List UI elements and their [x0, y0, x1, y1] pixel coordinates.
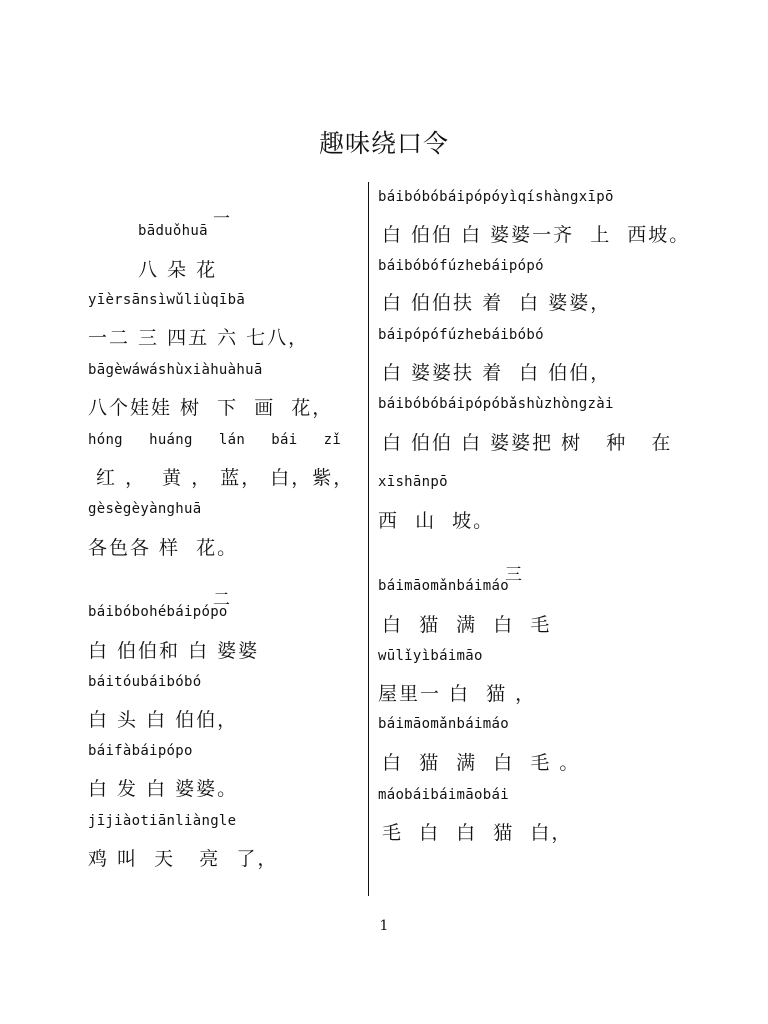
pinyin-line: báipópófúzhebáibóbó — [378, 327, 544, 343]
hanzi-line: 白 猫 满 白 毛 。 — [382, 752, 581, 774]
hanzi-line: 鸡 叫 天 亮 了， — [88, 848, 279, 870]
pinyin-line: yīèrsānsìwǔliùqībā — [88, 292, 246, 308]
hanzi-line: 白 伯伯 白 婆婆把 树 种 在 — [382, 432, 673, 454]
pinyin-line: báibóbóbáipópóbǎshùzhòngzài — [378, 396, 614, 412]
hanzi-line: 各色各 样 花。 — [88, 537, 239, 559]
hanzi-line: 白 伯伯 白 婆婆一齐 上 西坡。 — [382, 224, 691, 246]
hanzi-line: 八个娃娃 树 下 画 花， — [88, 397, 334, 419]
pinyin-line: hóng huáng lán bái zǐ — [88, 432, 342, 448]
pinyin-line: xīshānpō — [378, 474, 448, 490]
hanzi-line: 西 山 坡。 — [378, 510, 495, 532]
hanzi-line: 一二 三 四五 六 七八， — [88, 327, 310, 349]
pinyin-line: báitóubáibóbó — [88, 674, 202, 690]
pinyin-line: gèsègèyànghuā — [88, 501, 202, 517]
hanzi-line: 毛 白 白 猫 白， — [382, 822, 573, 844]
hanzi-line: 白 头 白 伯伯， — [88, 709, 239, 731]
hanzi-line: 八 朵 花 — [138, 259, 218, 281]
pinyin-line: báifàbáipópo — [88, 743, 193, 759]
column-divider — [368, 182, 369, 896]
pinyin-line: báibóbóbáipópóyìqíshàngxīpō — [378, 189, 614, 205]
pinyin-line: máobáibáimāobái — [378, 787, 509, 803]
pinyin-line: wūlǐyìbáimāo — [378, 648, 483, 664]
page-number: 1 — [379, 918, 389, 934]
section-number: 一 — [213, 209, 230, 229]
hanzi-line: 红 ， 黄 ， 蓝， 白，紫， — [88, 467, 355, 489]
section-number: 二 — [213, 590, 230, 610]
hanzi-line: 白 发 白 婆婆。 — [88, 778, 239, 800]
hanzi-line: 屋里一 白 猫 ， — [378, 683, 537, 705]
pinyin-line: bāduǒhuā — [138, 223, 208, 239]
section-number: 三 — [505, 565, 522, 585]
hanzi-line: 白 伯伯扶 着 白 婆婆， — [382, 292, 612, 314]
pinyin-line: jījiàotiānliàngle — [88, 813, 237, 829]
pinyin-line: bāgèwáwáshùxiàhuàhuā — [88, 362, 263, 378]
document-title: 趣味绕口令 — [318, 129, 449, 158]
pinyin-line: báibóbófúzhebáipópó — [378, 258, 544, 274]
hanzi-line: 白 婆婆扶 着 白 伯伯， — [382, 362, 612, 384]
pinyin-line: báibóbohébáipópo — [88, 604, 228, 620]
pinyin-line: báimāomǎnbáimáo — [378, 716, 509, 732]
pinyin-line: báimāomǎnbáimáo — [378, 578, 509, 594]
hanzi-line: 白 猫 满 白 毛 — [382, 614, 552, 636]
hanzi-line: 白 伯伯和 白 婆婆 — [88, 640, 260, 662]
